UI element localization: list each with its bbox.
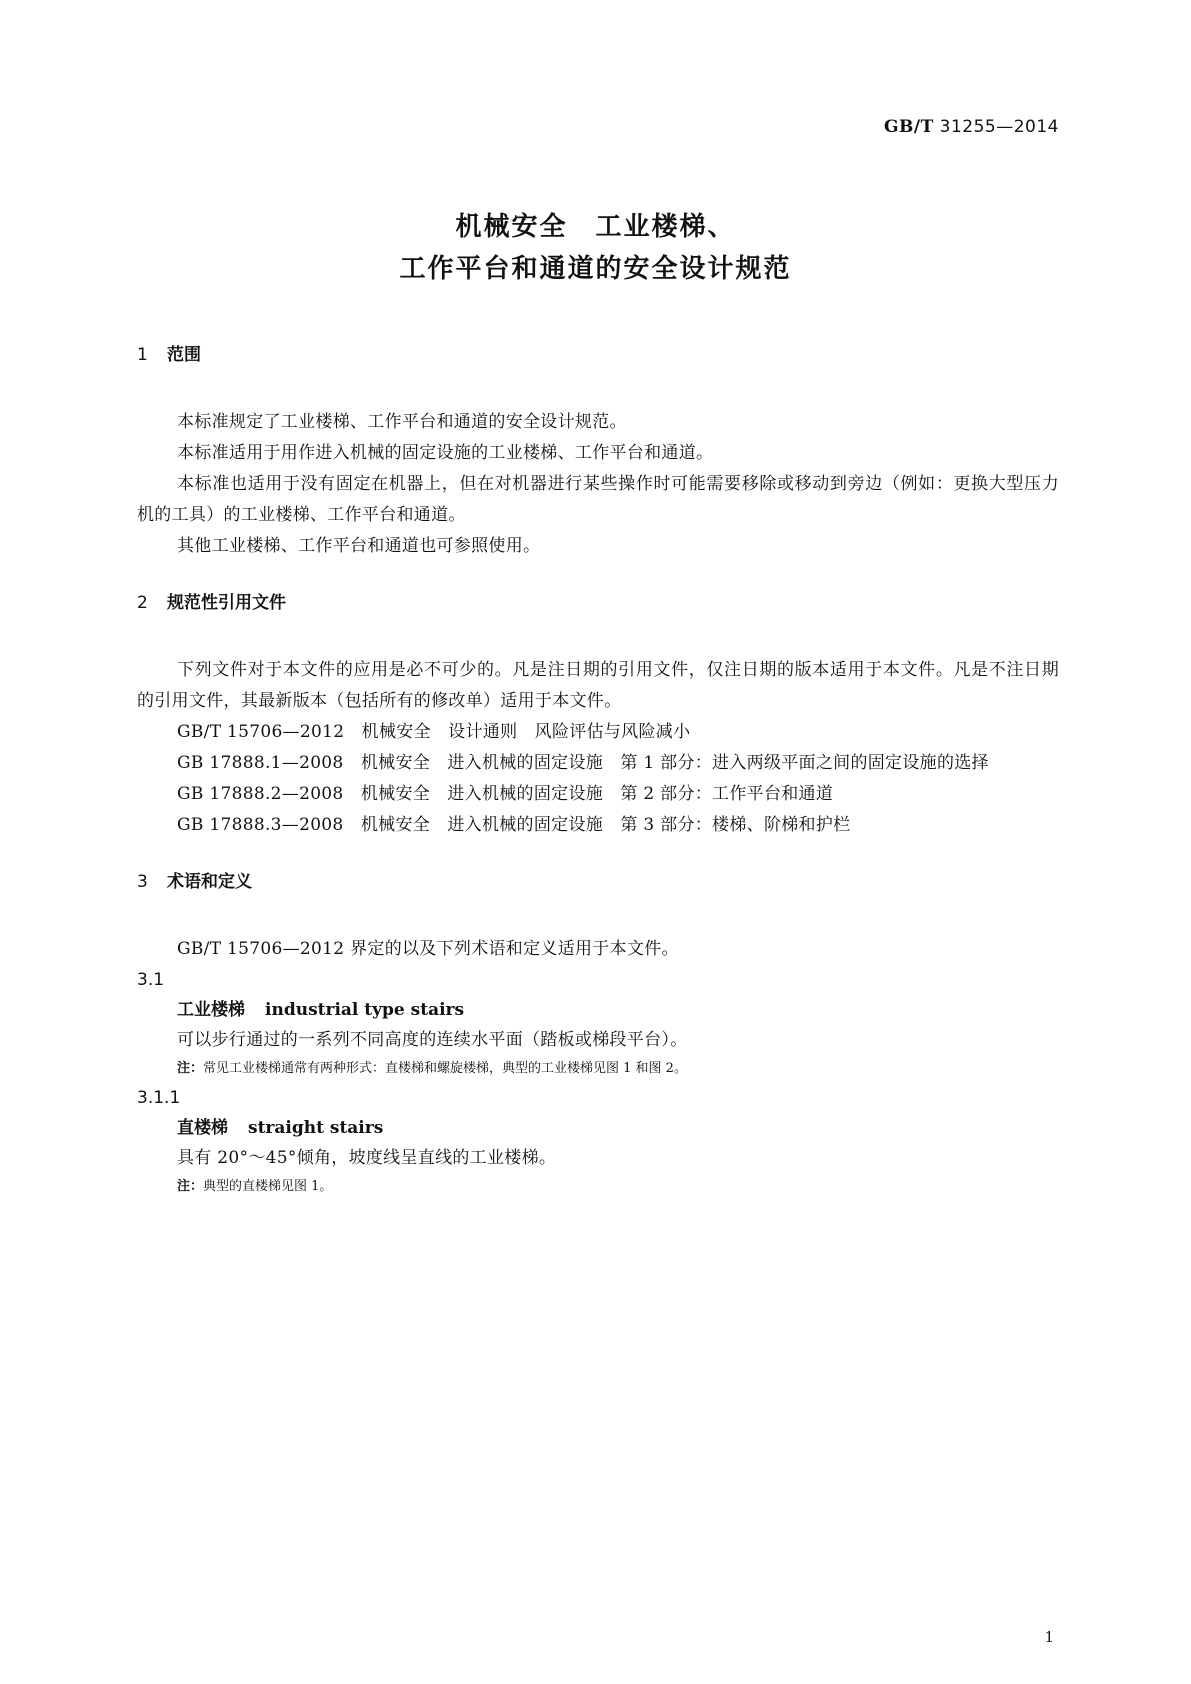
term-note xyxy=(177,1173,1059,1201)
term-note xyxy=(177,1055,1059,1083)
section-title: 规范性引用文件 xyxy=(167,593,286,613)
term-definition: 具有 20°～45°倾角，坡度线呈直线的工业楼梯。 xyxy=(177,1148,557,1168)
document-title xyxy=(0,206,1191,290)
section-number: 2 xyxy=(137,593,148,613)
section-number: 1 xyxy=(137,345,148,365)
term-chinese: 工业楼梯 xyxy=(177,1000,245,1020)
standard-code: 31255—2014 xyxy=(939,117,1059,137)
reference-item: GB 17888.1—2008 机械安全 进入机械的固定设施 第 1 部分：进入两级平面之间的固定设施的选择 xyxy=(177,753,989,773)
reference-item: GB/T 15706—2012 机械安全 设计通则 风险评估与风险减小 xyxy=(177,722,691,742)
section-title: 范围 xyxy=(167,345,201,365)
reference-item: GB 17888.3—2008 机械安全 进入机械的固定设施 第 3 部分：楼梯、阶梯和护栏 xyxy=(177,815,851,835)
term xyxy=(177,1113,1059,1143)
document-body xyxy=(137,342,1059,1201)
paragraph: 本标准也适用于没有固定在机器上，但在对机器进行某些操作时可能需要移除或移动到旁边（例如：更换大型压力机的工具）的工业楼梯、工作平台和通道。 xyxy=(137,474,1059,525)
paragraph: 下列文件对于本文件的应用是必不可少的。凡是注日期的引用文件，仅注日期的版本适用于本文件。凡是不注日期的引用文件，其最新版本（包括所有的修改单）适用于本文件。 xyxy=(137,660,1059,711)
note-label: 注： xyxy=(177,1179,204,1194)
section-2-heading xyxy=(137,590,1059,616)
term-english: straight stairs xyxy=(248,1118,384,1138)
paragraph: GB/T 15706—2012 界定的以及下列术语和定义适用于本文件。 xyxy=(177,939,679,959)
note-label: 注： xyxy=(177,1061,204,1076)
paragraph: 本标准适用于用作进入机械的固定设施的工业楼梯、工作平台和通道。 xyxy=(177,443,714,463)
section-3-heading xyxy=(137,869,1059,895)
note-text: 典型的直楼梯见图 1。 xyxy=(203,1179,333,1194)
title-line-1: 机械安全 工业楼梯、 xyxy=(455,212,736,242)
paragraph: 其他工业楼梯、工作平台和通道也可参照使用。 xyxy=(177,536,541,556)
term xyxy=(177,995,1059,1025)
reference-item: GB 17888.2—2008 机械安全 进入机械的固定设施 第 2 部分：工作平台和通道 xyxy=(177,784,834,804)
term-english: industrial type stairs xyxy=(265,1000,465,1020)
term-definition: 可以步行通过的一系列不同高度的连续水平面（踏板或梯段平台）。 xyxy=(177,1030,688,1050)
note-text: 常见工业楼梯通常有两种形式：直楼梯和螺旋楼梯，典型的工业楼梯见图 1 和图 2。 xyxy=(203,1061,687,1076)
page-number: 1 xyxy=(1044,1628,1054,1646)
clause-number: 3.1 xyxy=(137,970,165,990)
standard-prefix: GB/T xyxy=(884,117,934,137)
section-1-heading xyxy=(137,342,1059,368)
clause-number: 3.1.1 xyxy=(137,1088,181,1108)
section-title: 术语和定义 xyxy=(167,872,252,892)
section-number: 3 xyxy=(137,872,148,892)
title-line-2: 工作平台和通道的安全设计规范 xyxy=(399,254,792,284)
standard-number xyxy=(884,117,1059,137)
term-chinese: 直楼梯 xyxy=(177,1118,228,1138)
paragraph: 本标准规定了工业楼梯、工作平台和通道的安全设计规范。 xyxy=(177,412,627,432)
